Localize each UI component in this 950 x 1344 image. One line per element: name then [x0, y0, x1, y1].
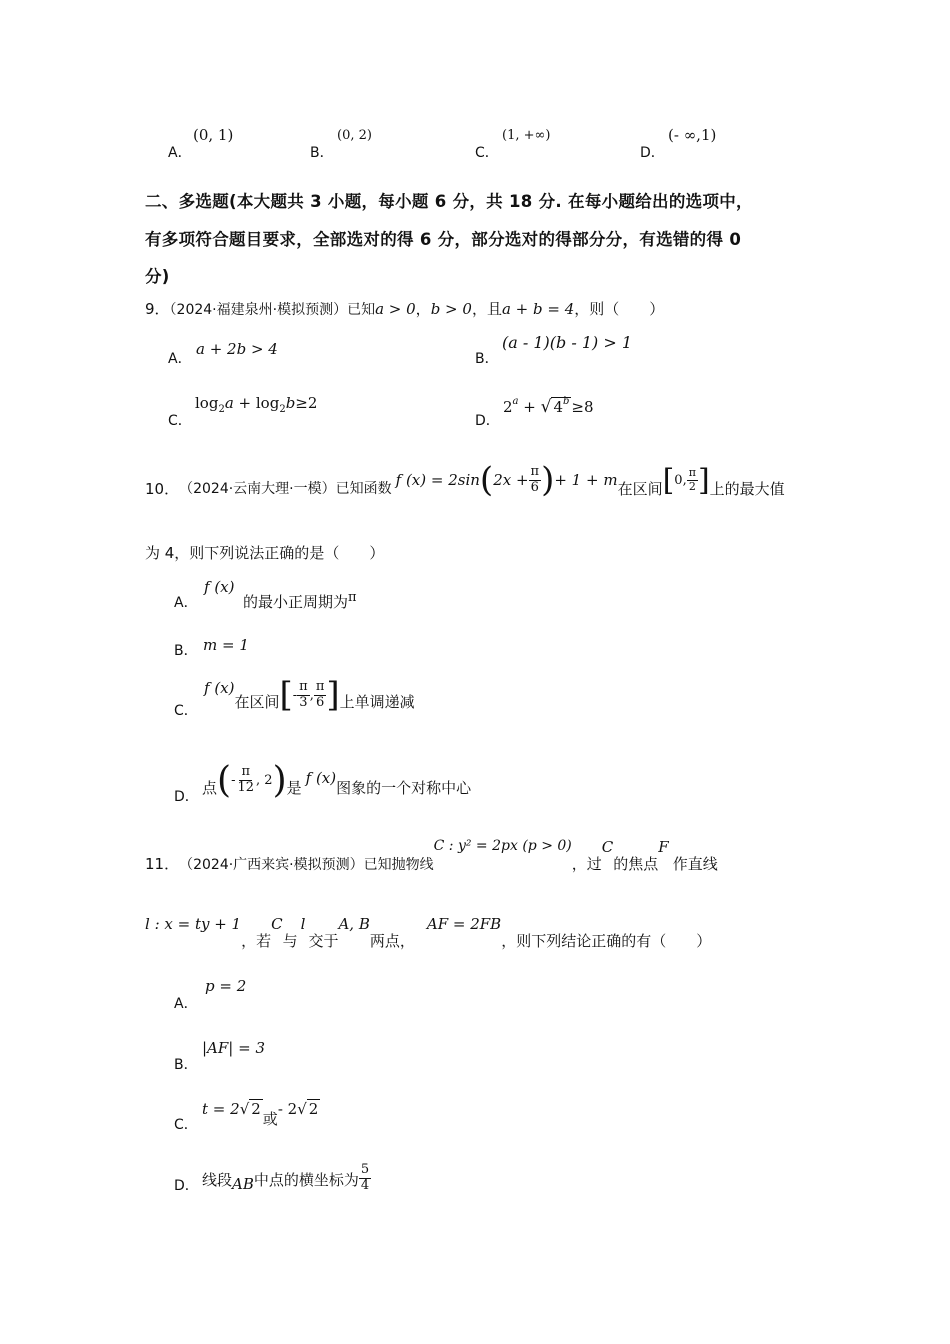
or-text: 或 [262, 1110, 278, 1128]
q10-option-a-label: A． [174, 595, 198, 611]
t-value: t = 2 [202, 1100, 240, 1118]
q10-option-a-text [243, 590, 357, 612]
function-tail: + 1 + m [554, 471, 618, 489]
option-text: 的最小正周期为 [243, 593, 349, 611]
stem-text: 与 [282, 932, 298, 950]
q10-option-c-label: C． [174, 703, 198, 719]
q9-option-c-label: C． [168, 413, 192, 429]
numerator: π [299, 679, 308, 695]
vector-condition: AF = 2FB [426, 915, 502, 933]
question-11-stem [145, 838, 718, 874]
denominator: 12 [237, 779, 255, 795]
function-f: f (x) [305, 769, 337, 787]
numerator: π [530, 464, 540, 480]
q9-option-d-label: D． [475, 413, 500, 429]
q10-option-c-content [204, 672, 415, 718]
q8-option-a-label: A． [168, 145, 192, 161]
stem-text: 作直线 [672, 855, 718, 873]
q11-option-c-content [202, 1098, 320, 1128]
curve-c: C [601, 838, 614, 856]
option-text: 中点的横坐标为 [253, 1170, 359, 1189]
separator: ， [415, 300, 431, 318]
q11-option-b-label: B． [174, 1057, 198, 1073]
q11-option-c-label: C． [174, 1117, 198, 1133]
variable-a: a [224, 394, 234, 412]
fraction-pi-over-12 [235, 765, 256, 795]
plus: + [233, 394, 256, 412]
denominator: 6 [315, 694, 325, 710]
function-lhs: f (x) = 2sin [395, 471, 480, 489]
comma: , [309, 687, 314, 703]
inequality: ≥2 [295, 394, 318, 412]
interval-text: 在区间 [617, 479, 663, 498]
radicand: 2 [251, 1100, 261, 1118]
q10-option-d-content [202, 756, 471, 804]
negative-two: - 2 [277, 1100, 298, 1118]
q10-option-a-content [204, 577, 234, 596]
section-2-heading-line-2: 有多项符合题目要求，全部选对的得 6 分，部分选对的得部分分，有选错的得 0 [145, 230, 742, 249]
left-bracket: [ [279, 675, 293, 715]
question-10-line-2: 为 4，则下列说法正确的是（ ） [145, 544, 385, 562]
question-source: （2024·云南大理·一模）已知函数 [179, 481, 392, 497]
left-paren: ( [479, 460, 494, 500]
plus: + [518, 398, 541, 416]
q9-option-c-formula [195, 393, 317, 415]
denominator: 4 [360, 1177, 370, 1193]
q9-option-d-formula [503, 396, 594, 417]
right-bracket: ] [697, 462, 710, 498]
q10-option-b-label: B． [174, 643, 198, 659]
radicand: 2 [308, 1100, 319, 1118]
left-bracket: [ [662, 462, 675, 498]
q8-option-a-value: (0, 1) [193, 126, 234, 144]
q11-option-b-formula: |AF| = 3 [202, 1039, 265, 1057]
numerator: π [241, 764, 251, 780]
question-source: （2024·广西来宾·模拟预测）已知抛物线 [179, 857, 434, 873]
function-f: f (x) [204, 578, 235, 596]
after-interval-text: 上的最大值 [709, 479, 785, 498]
q8-option-b-label: B． [310, 145, 334, 161]
fraction-pi-over-3 [297, 680, 310, 710]
inequality: ≥8 [571, 398, 594, 416]
q11-option-a-label: A． [174, 996, 198, 1012]
stem-text: ，则下列结论正确的有（ ） [501, 932, 712, 950]
option-text: 点 [202, 778, 218, 797]
q8-option-c-value: (1, +∞) [502, 128, 551, 143]
left-paren: ( [217, 759, 232, 801]
fraction-pi-over-2 [687, 467, 698, 492]
question-9-stem [145, 298, 664, 319]
q8-option-d-value: (- ∞,1) [668, 126, 717, 144]
fraction-pi-over-6 [314, 680, 327, 710]
stem-text: 交于 [308, 932, 339, 950]
option-text: 上单调递减 [339, 692, 415, 711]
q9-option-a-label: A． [168, 351, 192, 367]
q9-option-a-formula: a + 2b > 4 [196, 340, 278, 358]
option-text: 在区间 [234, 692, 280, 711]
condition-sum: a + b = 4 [501, 300, 575, 318]
numerator: 5 [360, 1162, 370, 1178]
function-inner: 2x + [493, 471, 529, 489]
right-paren: ) [272, 759, 287, 801]
log-base: 2 [279, 404, 286, 415]
question-number: 10． [145, 479, 180, 498]
curve-c: C [271, 915, 283, 933]
stem-text: ，若 [241, 932, 272, 950]
question-10-stem [145, 455, 785, 505]
q10-option-b-formula: m = 1 [203, 636, 249, 654]
condition-a: a > 0 [375, 300, 416, 318]
interval-left: 0, [674, 472, 687, 488]
denominator: 3 [299, 694, 308, 710]
base-2: 2 [503, 398, 513, 416]
log: log [195, 394, 219, 412]
question-source: （2024·福建泉州·模拟预测）已知 [169, 302, 376, 318]
stem-text: ，过 [571, 855, 602, 873]
line-l: l [300, 915, 306, 933]
condition-b: b > 0 [430, 300, 472, 318]
exponent-a: a [512, 396, 519, 407]
stem-text: 的焦点 [613, 855, 659, 873]
log-base: 2 [218, 404, 225, 415]
radicand [551, 397, 571, 416]
base-4: 4 [553, 398, 564, 416]
q10-option-d-label: D． [174, 789, 199, 805]
section-2-heading-line-3: 分) [145, 267, 170, 286]
segment-ab: AB [232, 1175, 254, 1193]
exponent-b: b [563, 396, 570, 407]
separator: ，且 [471, 300, 502, 318]
denominator: 6 [530, 479, 539, 495]
q9-option-b-label: B． [475, 351, 499, 367]
sqrt-icon: √ [540, 397, 552, 417]
question-number: 11． [145, 855, 180, 873]
question-number: 9． [145, 300, 170, 318]
minus: - [292, 687, 298, 703]
function-f: f (x) [204, 679, 235, 697]
parabola-equation: C : y² = 2px (p > 0) [433, 838, 572, 854]
pi-symbol: π [348, 590, 357, 605]
option-text: 线段 [202, 1170, 233, 1189]
second-coordinate: , 2 [256, 772, 273, 788]
section-2-heading-line-1: 二、多选题(本大题共 3 小题，每小题 6 分，共 18 分. 在每小题给出的选项中， [145, 192, 753, 211]
sqrt-icon: √ [297, 1100, 307, 1118]
right-paren: ) [541, 460, 555, 500]
line-equation: l : x = ty + 1 [145, 915, 242, 933]
fraction-5-over-4 [359, 1163, 371, 1193]
denominator: 2 [688, 479, 696, 493]
q8-option-d-label: D． [640, 145, 665, 161]
right-bracket: ] [326, 675, 340, 715]
numerator: π [688, 466, 696, 480]
q11-option-a-formula: p = 2 [205, 977, 247, 995]
log: log [255, 394, 280, 412]
numerator: π [315, 679, 325, 695]
q11-option-d-content [202, 1156, 371, 1200]
q8-option-c-label: C． [475, 145, 499, 161]
points-a-b: A, B [338, 915, 370, 933]
q8-option-b-value: (0, 2) [337, 128, 372, 143]
q11-option-d-label: D． [174, 1178, 199, 1194]
q9-option-b-formula: (a - 1)(b - 1) > 1 [502, 333, 633, 352]
option-text: 图象的一个对称中心 [336, 778, 472, 797]
option-text: 是 [286, 778, 302, 797]
focus-f: F [658, 838, 669, 856]
question-11-line-2 [145, 915, 711, 951]
sqrt-icon: √ [239, 1100, 250, 1118]
fraction-pi-over-6 [529, 465, 542, 495]
question-tail: ，则（ ） [574, 300, 665, 318]
stem-text: 两点， [369, 932, 415, 950]
minus: - [231, 772, 236, 788]
variable-b: b [285, 394, 296, 412]
